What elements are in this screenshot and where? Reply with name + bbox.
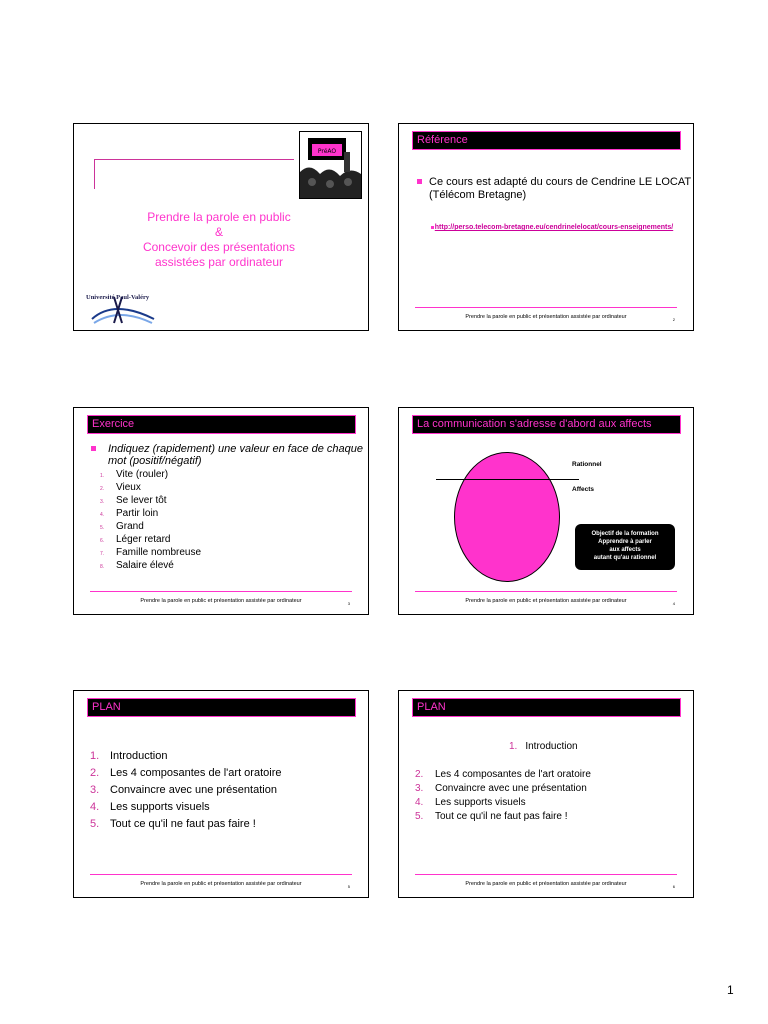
list-item: 7. Famille nombreuse — [100, 547, 202, 558]
slide-4 — [398, 407, 694, 615]
cartoon-image — [299, 131, 362, 199]
divider-line — [436, 479, 579, 480]
label-affects: Affects — [572, 486, 595, 493]
title-line: assistées par ordinateur — [154, 255, 284, 269]
word-list — [100, 468, 201, 572]
box-line: aux affects — [609, 547, 641, 553]
slide-number: 2 — [672, 317, 675, 322]
slide-footer: Prendre la parole en public et présentation assistée par ordinateur — [465, 314, 627, 320]
list-item: 1. Introduction — [90, 750, 168, 762]
list-item: 4. Les supports visuels — [90, 801, 210, 813]
logo-text: Université Paul-Valéry — [86, 294, 150, 301]
slide-number: 5 — [347, 884, 350, 889]
slide-number: 3 — [347, 601, 350, 606]
bullet-text — [417, 176, 694, 202]
slide-title: PLAN — [87, 698, 356, 717]
list-item: 1. Vite (rouler) — [100, 469, 169, 480]
label-rationnel: Rationnel — [572, 461, 602, 468]
box-line: Apprendre à parler — [598, 539, 652, 545]
list-item: 5. Tout ce qu'il ne faut pas faire ! — [415, 811, 568, 822]
reference-link[interactable]: http://perso.telecom-bretagne.eu/cendrinelelocat/cours-enseignements/ — [434, 224, 674, 231]
poster-text: PréAO — [317, 148, 337, 155]
list-item: 2. Les 4 composantes de l'art oratoire — [415, 769, 591, 780]
affects-ellipse — [454, 452, 560, 582]
box-line: Objectif de la formation — [591, 531, 659, 537]
plan-list — [415, 768, 591, 824]
footer-line — [415, 307, 677, 308]
slide-title: Exercice — [87, 415, 356, 434]
footer-line — [415, 874, 677, 875]
footer-line — [90, 591, 352, 592]
list-item: 3. Convaincre avec une présentation — [415, 783, 587, 794]
list-item: 4. Partir loin — [100, 508, 159, 519]
title-line: Prendre la parole en public — [147, 210, 291, 224]
decor-line — [94, 159, 294, 160]
slide-footer: Prendre la parole en public et présentation assistée par ordinateur — [140, 881, 302, 887]
list-item: 2. Les 4 composantes de l'art oratoire — [90, 767, 282, 779]
list-item: 6. Léger retard — [100, 534, 171, 545]
slide-6 — [398, 690, 694, 898]
slide-title: La communication s'adresse d'abord aux affects — [412, 415, 681, 434]
list-item: 5. Tout ce qu'il ne faut pas faire ! — [90, 818, 256, 830]
slide-1 — [73, 123, 369, 331]
slide-number: 6 — [672, 884, 675, 889]
list-item: 3. Convaincre avec une présentation — [90, 784, 277, 796]
slide-footer: Prendre la parole en public et présentation assistée par ordinateur — [465, 598, 627, 604]
slide-footer: Prendre la parole en public et présentation assistée par ordinateur — [465, 881, 627, 887]
footer-line — [415, 591, 677, 592]
bullet-icon — [417, 179, 422, 184]
page-number: 1 — [727, 983, 734, 997]
list-item: 2. Vieux — [100, 482, 141, 493]
list-item: 5. Grand — [100, 521, 144, 532]
slide-2 — [398, 123, 694, 331]
slide-title: Référence — [412, 131, 681, 150]
box-line: autant qu'au rationnel — [593, 555, 657, 561]
plan-list — [90, 748, 281, 833]
footer-line — [90, 874, 352, 875]
slide-number: 4 — [672, 601, 675, 606]
intro-item: 1. Introduction — [509, 741, 578, 752]
objective-box — [575, 524, 675, 570]
list-item: 8. Salaire élevé — [100, 560, 174, 571]
title-line: & — [214, 225, 223, 239]
question-text — [91, 443, 369, 467]
list-item: 4. Les supports visuels — [415, 797, 526, 808]
slide-title — [119, 210, 319, 270]
bullet-label: Ce cours est adapté du cours de Cendrine LE LOCAT (Télécom Bretagne) — [429, 176, 691, 201]
slide-5 — [73, 690, 369, 898]
list-item: 3. Se lever tôt — [100, 495, 167, 506]
slide-3 — [73, 407, 369, 615]
question-label: Indiquez (rapidement) une valeur en face de chaque mot (positif/négatif) — [108, 443, 364, 467]
bullet-icon — [91, 446, 96, 451]
slide-footer: Prendre la parole en public et présentation assistée par ordinateur — [140, 598, 302, 604]
title-line: Concevoir des présentations — [142, 240, 296, 254]
decor-line — [94, 159, 95, 189]
slide-title: PLAN — [412, 698, 681, 717]
